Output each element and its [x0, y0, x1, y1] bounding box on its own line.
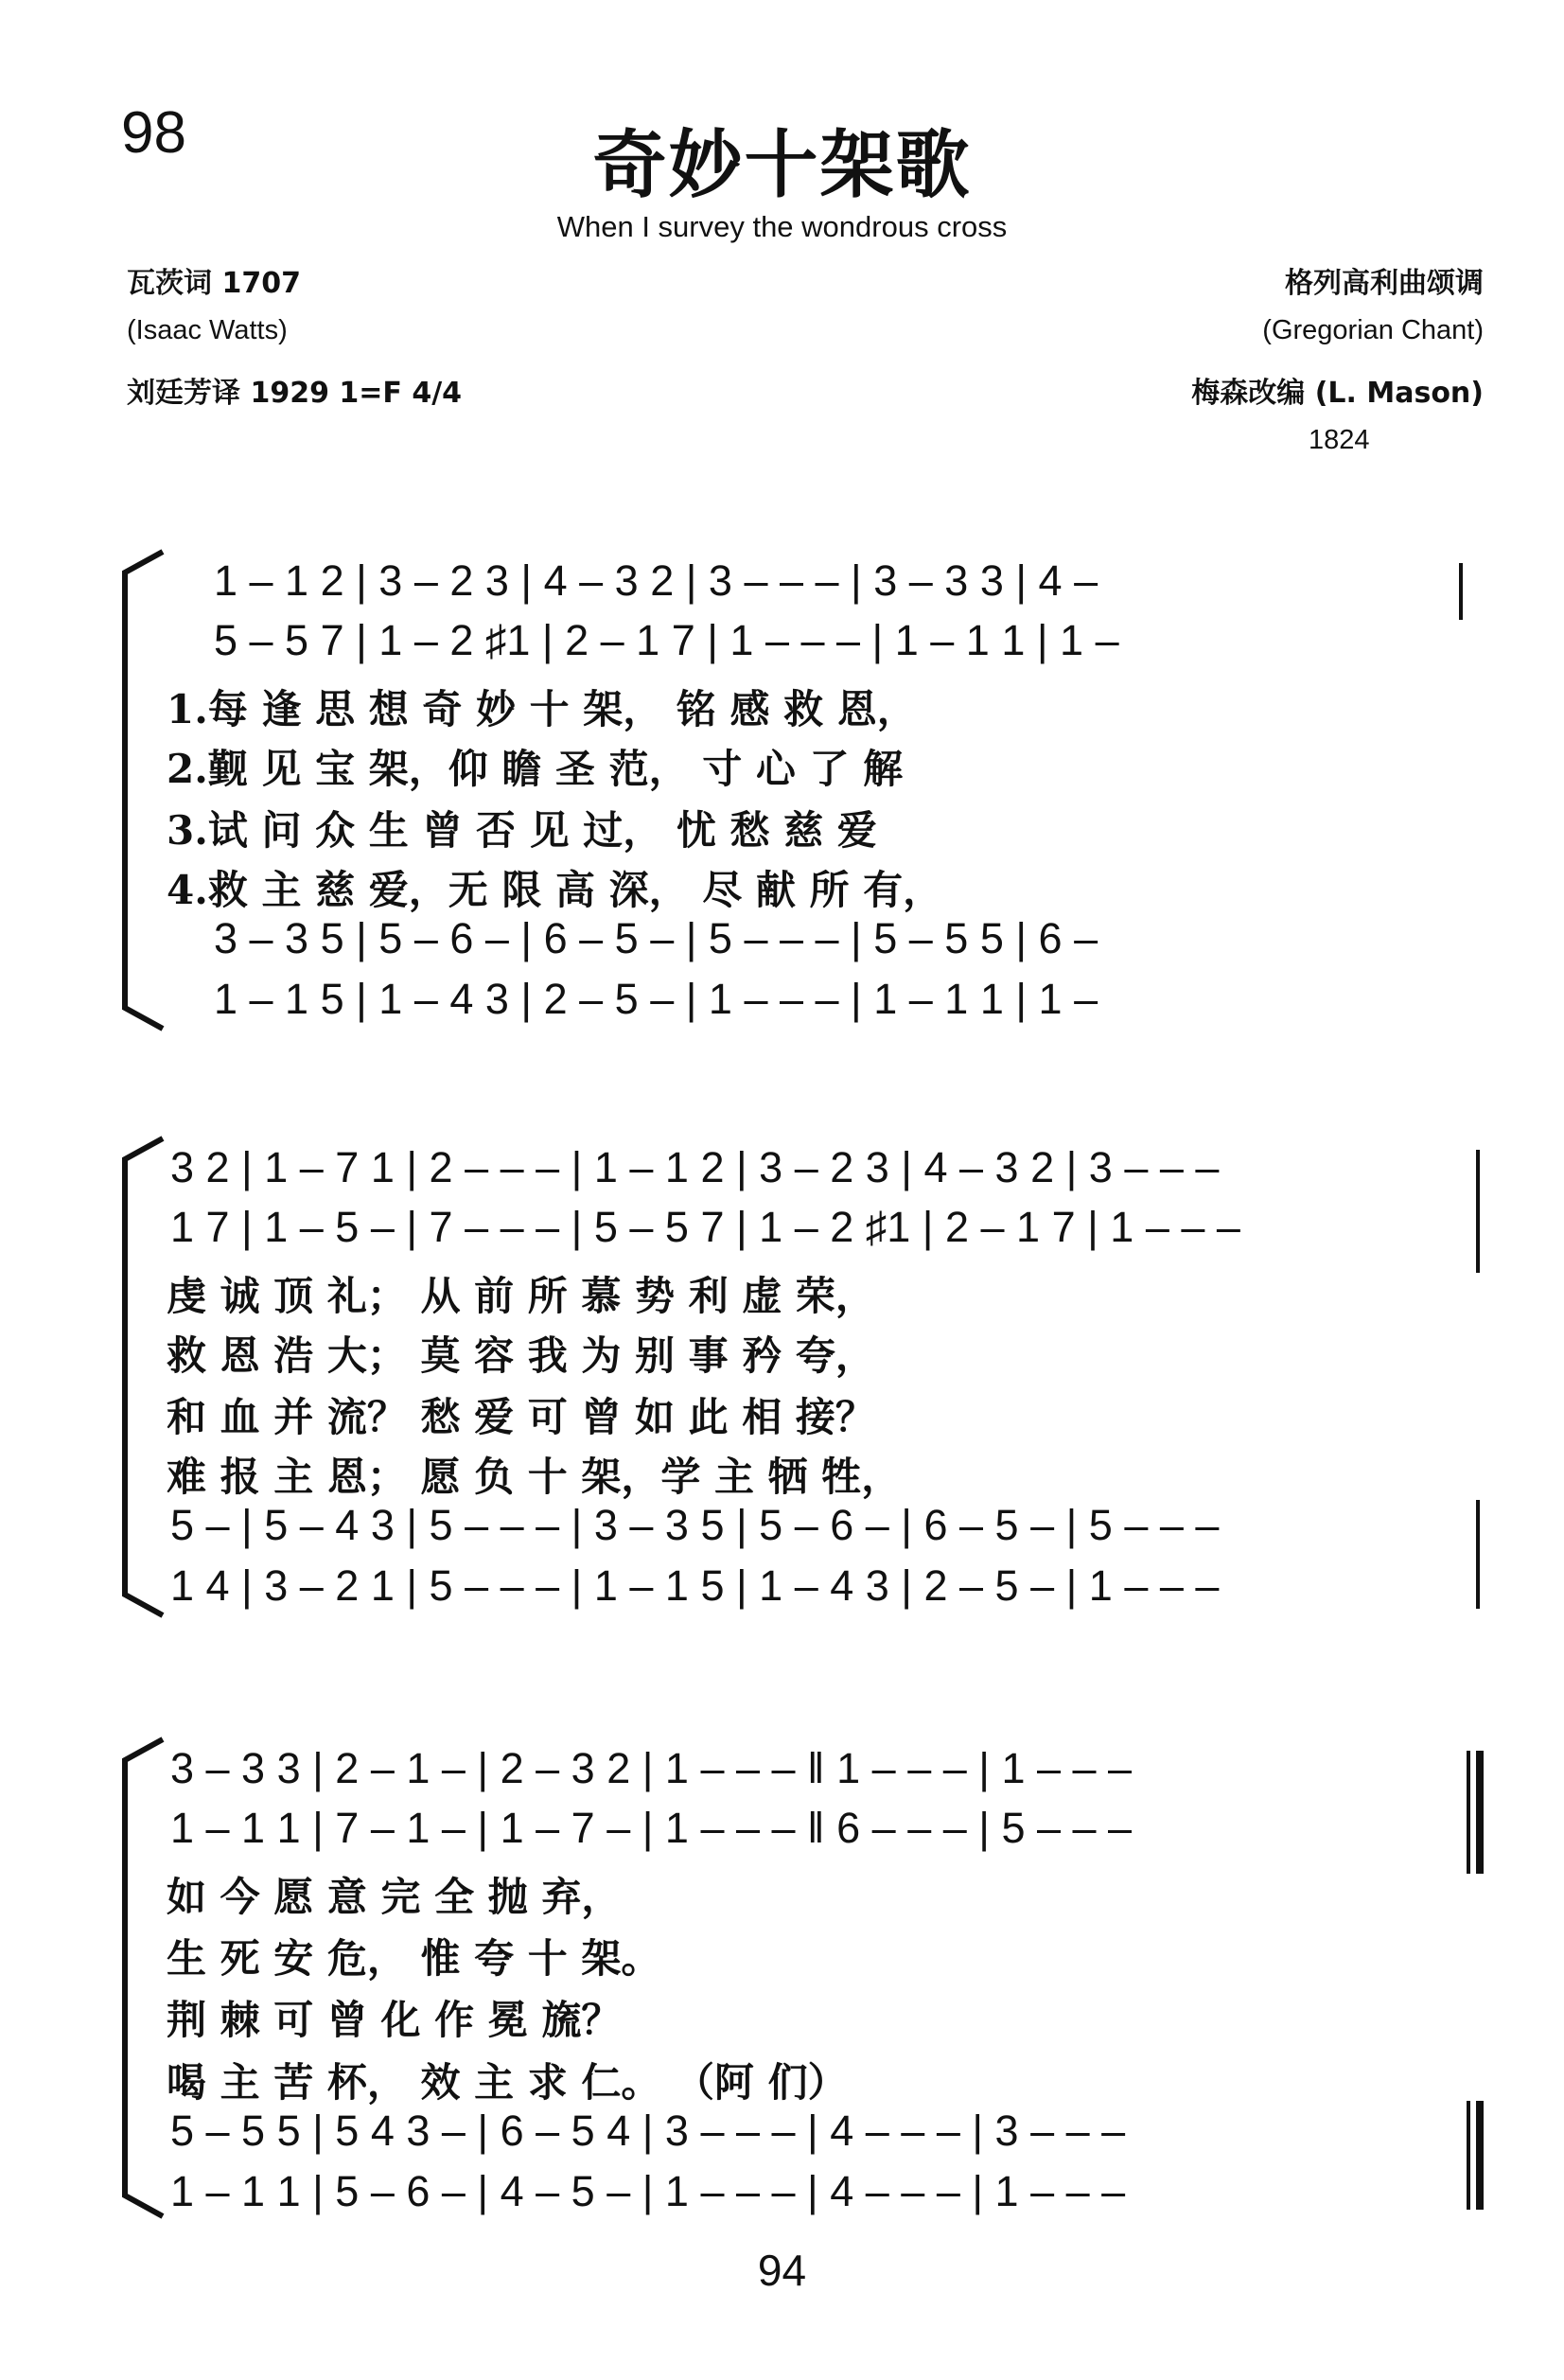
- hymn-subtitle: When I survey the wondrous cross: [556, 210, 1008, 243]
- lyrics-verse-1: 虔 诚 顶 礼； 从 前 所 慕 势 利 虚 荣，: [167, 1273, 875, 1319]
- hymn-number: 98: [121, 100, 186, 166]
- page-number: 94: [757, 2246, 807, 2295]
- hymn-title: 奇妙十架歌: [592, 122, 972, 208]
- lyrics-verse-4: 难 报 主 恩； 愿 负 十 架，学 主 牺 牲，: [167, 1454, 902, 1500]
- lyrics-verse-2: 生 死 安 危， 惟 夸 十 架。: [167, 1935, 661, 1982]
- lyrics-verse-2: 2.觐 见 宝 架，仰 瞻 圣 范， 寸 心 了 解: [167, 746, 904, 792]
- lyrics-verse-1: 1.每 逢 思 想 奇 妙 十 架， 铭 感 救 恩，: [167, 686, 917, 732]
- soprano-notes: 1 – 1 2 | 3 – 2 3 | 4 – 3 2 | 3 – – – | 3 – 3 3 | 4 –: [214, 556, 1098, 605]
- translator-key-credit: 刘廷芳译 1929 1=F 4/4: [127, 377, 463, 410]
- soprano-notes: 3 – 3 3 | 2 – 1 – | 2 – 3 2 | 1 – – – ‖ 1 – – – | 1 – – –: [170, 1744, 1133, 1792]
- lyrics-verse-3: 荆 棘 可 曾 化 作 冕 旒？: [167, 1997, 622, 2043]
- lyrics-verse-2: 救 恩 浩 大； 莫 容 我 为 别 事 矜 夸，: [167, 1332, 875, 1379]
- lyricist-name: (Isaac Watts): [127, 315, 288, 345]
- bass-notes: 1 4 | 3 – 2 1 | 5 – – – | 1 – 1 5 | 1 – 4 3 | 2 – 5 – | 1 – – –: [170, 1561, 1220, 1610]
- arranger-credit: 梅森改编 (L. Mason): [1191, 377, 1484, 410]
- lyrics-verse-3: 3.试 问 众 生 曾 否 见 过， 忧 愁 慈 爱: [167, 807, 877, 854]
- lyrics-verse-3: 和 血 并 流？ 愁 爱 可 曾 如 此 相 接？: [167, 1394, 875, 1440]
- composer-credit: 格列高利曲颂调: [1285, 267, 1484, 300]
- bass-notes: 1 – 1 5 | 1 – 4 3 | 2 – 5 – | 1 – – – | 1 – 1 1 | 1 –: [214, 975, 1098, 1023]
- lyrics-verse-4: 4.救 主 慈 爱，无 限 高 深， 尽 献 所 有，: [167, 867, 943, 913]
- lyrics-verse-4: 喝 主 苦 杯， 效 主 求 仁。 （阿 们）: [167, 2059, 848, 2106]
- alto-notes: 5 – 5 7 | 1 – 2 ♯1 | 2 – 1 7 | 1 – – – | 1 – 1 1 | 1 –: [214, 616, 1119, 664]
- composer-name: (Gregorian Chant): [1262, 315, 1484, 345]
- lyrics-verse-1: 如 今 愿 意 完 全 抛 弃，: [167, 1874, 622, 1920]
- tenor-notes: 5 – 5 5 | 5 4 3 – | 6 – 5 4 | 3 – – – | 4 – – – | 3 – – –: [170, 2107, 1126, 2155]
- lyricist-credit: 瓦茨词 1707: [127, 267, 301, 300]
- tenor-notes: 5 – | 5 – 4 3 | 5 – – – | 3 – 3 5 | 5 – 6 – | 6 – 5 – | 5 – – –: [170, 1501, 1220, 1549]
- alto-notes: 1 7 | 1 – 5 – | 7 – – – | 5 – 5 7 | 1 – 2 ♯1 | 2 – 1 7 | 1 – – –: [170, 1203, 1240, 1251]
- soprano-notes: 3 2 | 1 – 7 1 | 2 – – – | 1 – 1 2 | 3 – 2 3 | 4 – 3 2 | 3 – – –: [170, 1143, 1220, 1191]
- tenor-notes: 3 – 3 5 | 5 – 6 – | 6 – 5 – | 5 – – – | 5 – 5 5 | 6 –: [214, 914, 1098, 962]
- alto-notes: 1 – 1 1 | 7 – 1 – | 1 – 7 – | 1 – – – ‖ 6 – – – | 5 – – –: [170, 1804, 1133, 1852]
- arrangement-year: 1824: [1309, 425, 1370, 455]
- bass-notes: 1 – 1 1 | 5 – 6 – | 4 – 5 – | 1 – – – | 4 – – – | 1 – – –: [170, 2167, 1126, 2215]
